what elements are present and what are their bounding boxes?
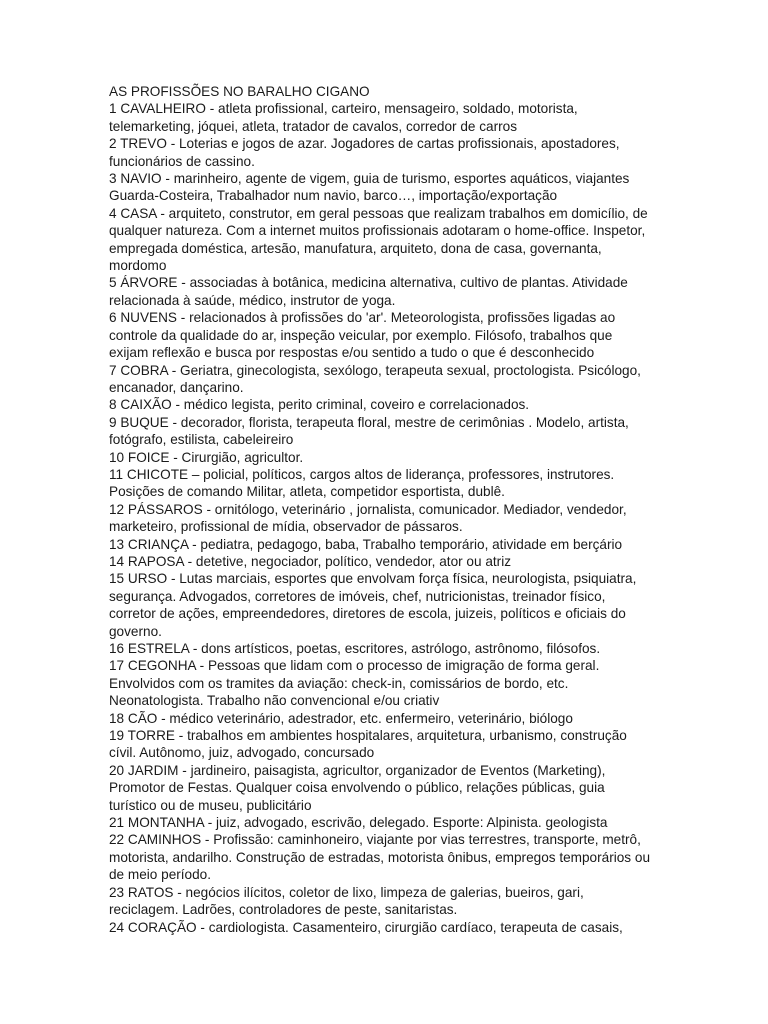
text-line: 22 CAMINHOS - Profissão: caminhoneiro, viajante por vias terrestres, transporte, metrô,	[109, 832, 641, 848]
text-line: 4 CASA - arquiteto, construtor, em geral pessoas que realizam trabalhos em domicílio, de	[109, 205, 648, 221]
text-line: 23 RATOS - negócios ilícitos, coletor de lixo, limpeza de galerias, bueiros, gari,	[109, 884, 584, 900]
text-line: reciclagem. Ladrões, controladores de peste, sanitaristas.	[109, 902, 458, 918]
document-title: AS PROFISSÕES NO BARALHO CIGANO	[109, 84, 370, 99]
text-line: Guarda-Costeira, Trabalhador num navio, barco…, importação/exportação	[109, 188, 558, 204]
text-line: 10 FOICE - Cirurgião, agricultor.	[109, 449, 304, 465]
text-line: encanador, dançarino.	[109, 379, 244, 395]
text-line: 16 ESTRELA - dons artísticos, poetas, escritores, astrólogo, astrônomo, filósofos.	[109, 641, 601, 656]
text-line: 13 CRIANÇA - pediatra, pedagogo, baba, Trabalho temporário, atividade em berçário	[109, 536, 623, 552]
text-line: controle da qualidade do ar, inspeção veicular, por exemplo. Filósofo, trabalhos que	[109, 327, 613, 343]
text-line: 19 TORRE - trabalhos em ambientes hospitalares, arquitetura, urbanismo, construção	[109, 728, 627, 744]
text-line: 7 COBRA - Geriatra, ginecologista, sexólogo, terapeuta sexual, proctologista. Psicólogo,	[109, 362, 641, 378]
text-line: 12 PÁSSAROS - ornitólogo, veterinário , jornalista, comunicador. Mediador, vendedor,	[109, 501, 627, 517]
text-line: 21 MONTANHA - juiz, advogado, escrivão, delegado. Esporte: Alpinista. geologista	[109, 815, 608, 831]
document-page	[109, 83, 649, 936]
text-line: Posições de comando Militar, atleta, competidor esportista, dublê.	[109, 484, 505, 500]
text-line: 3 NAVIO - marinheiro, agente de vigem, guia de turismo, esportes aquáticos, viajantes	[109, 171, 630, 187]
text-line: 15 URSO - Lutas marciais, esportes que envolvam força física, neurologista, psiquiatra,	[109, 571, 637, 587]
text-line: 2 TREVO - Loterias e jogos de azar. Jogadores de cartas profissionais, apostadores,	[109, 136, 620, 152]
text-line: 18 CÃO - médico veterinário, adestrador, etc. enfermeiro, veterinário, biólogo	[109, 710, 573, 726]
text-line: 9 BUQUE - decorador, florista, terapeuta floral, mestre de cerimônias . Modelo, artista,	[109, 414, 629, 430]
text-line: corretor de ações, empreendedores, diretores de escola, juizeis, políticos e oficiais do	[109, 606, 626, 622]
text-line: Envolvidos com os tramites da aviação: check-in, comissários de bordo, etc.	[109, 675, 569, 691]
text-line: marketeiro, profissional de mídia, observador de pássaros.	[109, 519, 463, 535]
text-line: Promotor de Festas. Qualquer coisa envolvendo o público, relações públicas, guia	[109, 780, 605, 796]
text-line: empregada doméstica, artesão, manufatura, arquiteto, dona de casa, governanta,	[109, 240, 602, 256]
text-line: 1 CAVALHEIRO - atleta profissional, carteiro, mensageiro, soldado, motorista,	[109, 101, 578, 117]
text-line: funcionários de cassino.	[109, 153, 255, 169]
text-line: 8 CAIXÃO - médico legista, perito criminal, coveiro e correlacionados.	[109, 397, 530, 413]
text-line: fotógrafo, estilista, cabeleireiro	[109, 432, 294, 448]
text-line: exijam reflexão e busca por respostas e/ou sentido a tudo o que é desconhecido	[109, 345, 595, 361]
text-line: de meio período.	[109, 867, 212, 883]
text-line: telemarketing, jóquei, atleta, tratador de cavalos, corredor de carros	[109, 118, 518, 134]
text-line: qualquer natureza. Com a internet muitos profissionais adotaram o home-office. Inspetor,	[109, 223, 646, 239]
text-line: 6 NUVENS - relacionados à profissões do 'ar'. Meteorologista, profissões ligadas ao	[109, 310, 616, 326]
text-line: Neonatologista. Trabalho não convencional e/ou criativ	[109, 693, 440, 709]
text-line: motorista, andarilho. Construção de estradas, motorista ônibus, empregos temporários ou	[109, 849, 651, 865]
text-line: segurança. Advogados, corretores de imóveis, chef, nutricionistas, treinador físico,	[109, 588, 606, 604]
text-line: relacionada à saúde, médico, instrutor de yoga.	[109, 292, 396, 308]
text-line: mordomo	[109, 258, 167, 274]
text-line: 24 CORAÇÃO - cardiologista. Casamenteiro, cirurgião cardíaco, terapeuta de casais,	[109, 919, 623, 935]
text-line: cívil. Autônomo, juiz, advogado, concursado	[109, 745, 375, 761]
text-line: governo.	[109, 623, 162, 639]
text-line: 5 ÁRVORE - associadas à botânica, medicina alternativa, cultivo de plantas. Atividade	[109, 275, 628, 291]
text-line: turístico ou de museu, publicitário	[109, 797, 312, 813]
text-line: 20 JARDIM - jardineiro, paisagista, agricultor, organizador de Eventos (Marketing),	[109, 762, 606, 778]
text-line: 11 CHICOTE – policial, políticos, cargos altos de liderança, professores, instrutores.	[109, 466, 615, 482]
text-line: 17 CEGONHA - Pessoas que lidam com o processo de imigração de forma geral.	[109, 658, 600, 674]
text-line: 14 RAPOSA - detetive, negociador, político, vendedor, ator ou atriz	[109, 553, 512, 569]
